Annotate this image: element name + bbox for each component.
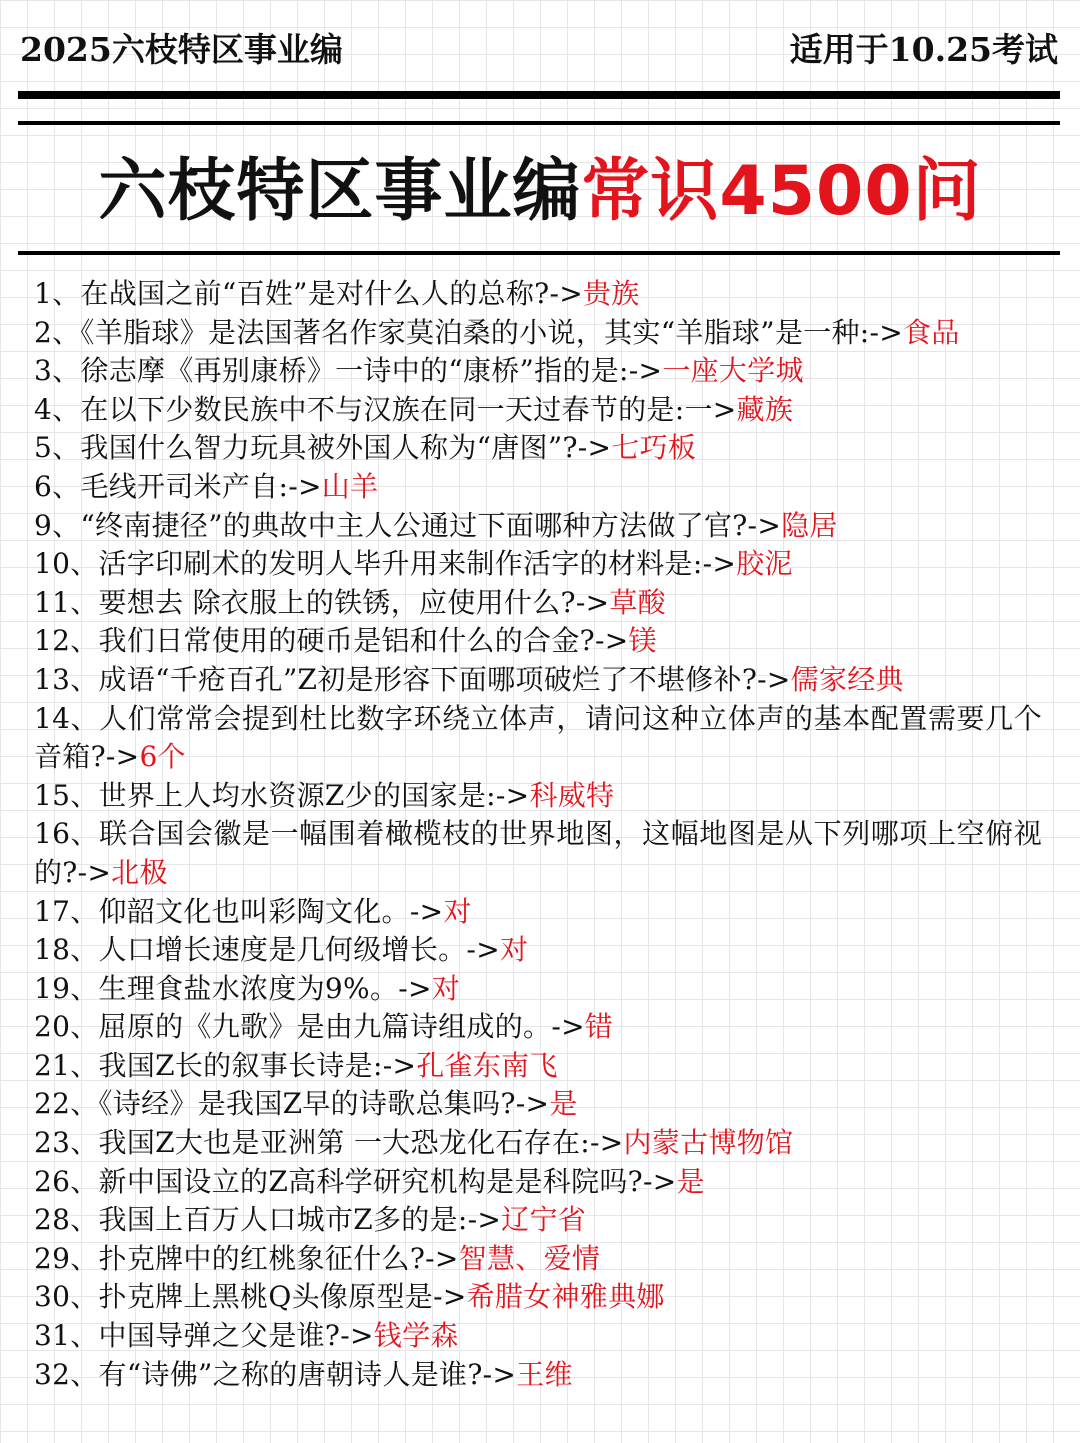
qa-item [34, 507, 1042, 546]
answer-text: 希腊女神雅典娜 [466, 1280, 665, 1314]
header-thin-rule [18, 121, 1060, 125]
qa-item [34, 622, 1042, 661]
question-text: 21、我国Z长的叙事长诗是:-> [34, 1048, 417, 1082]
qa-item [34, 584, 1042, 623]
answer-text: 七巧板 [611, 431, 697, 465]
answer-text: 科威特 [529, 778, 615, 812]
qa-item [34, 314, 1042, 353]
question-text: 11、要想去 除衣服上的铁锈，应使用什么?-> [34, 585, 610, 619]
answer-text: 一座大学城 [662, 354, 804, 388]
answer-text: 6个 [139, 740, 186, 774]
qa-item [34, 352, 1042, 391]
question-text: 30、扑克牌上黑桃Q头像原型是-> [34, 1280, 467, 1314]
answer-text: 草酸 [609, 585, 666, 619]
question-text: 15、世界上人均水资源Z少的国家是:-> [34, 778, 530, 812]
qa-item [34, 1085, 1042, 1124]
question-text: 26、新中国设立的Z高科学研究机构是是科院吗?-> [34, 1164, 677, 1198]
question-text: 29、扑克牌中的红桃象征什么?-> [34, 1241, 459, 1275]
question-text: 16、联合国会徽是一幅围着橄榄枝的世界地图，这幅地图是从下列哪项上空俯视的?-> [34, 817, 1042, 889]
answer-text: 王维 [516, 1357, 573, 1391]
header-right-text: 适用于10.25考试 [789, 30, 1058, 69]
question-text: 19、生理食盐水浓度为9%。-> [34, 971, 432, 1005]
answer-text: 食品 [903, 315, 960, 349]
answer-text: 镁 [628, 624, 657, 658]
answer-text: 是 [676, 1164, 705, 1198]
answer-text: 钱学森 [373, 1319, 459, 1353]
question-text: 3、徐志摩《再别康桥》一诗中的“康桥”指的是:-> [34, 354, 663, 388]
qa-item [34, 1201, 1042, 1240]
page-title-main: 六枝特区事业编 [98, 152, 582, 231]
qa-item [34, 700, 1042, 777]
qa-item [34, 931, 1042, 970]
question-text: 23、我国Z大也是亚洲第 一大恐龙化石存在:-> [34, 1126, 624, 1160]
qa-item [34, 468, 1042, 507]
qa-item [34, 970, 1042, 1009]
question-text: 22、《诗经》是我国Z早的诗歌总集吗?-> [34, 1087, 550, 1121]
answer-text: 山羊 [321, 469, 379, 503]
answer-text: 错 [584, 1010, 614, 1044]
answer-text: 内蒙古博物馆 [623, 1126, 794, 1160]
qa-item [34, 1008, 1042, 1047]
qa-item [34, 777, 1042, 816]
answer-text: 儒家经典 [790, 662, 904, 696]
answer-text: 藏族 [736, 392, 794, 426]
header-thick-rule [18, 91, 1060, 99]
answer-text: 隐居 [781, 508, 838, 542]
qa-item [34, 1124, 1042, 1163]
page-title-accent: 常识4500问 [581, 152, 982, 231]
answer-text: 辽宁省 [501, 1203, 587, 1237]
question-text: 17、仰韶文化也叫彩陶文化。-> [34, 894, 444, 928]
question-text: 2、《羊脂球》是法国著名作家莫泊桑的小说，其实“羊脂球”是一种:-> [34, 315, 904, 349]
answer-text: 胶泥 [736, 547, 793, 581]
qa-item [34, 661, 1042, 700]
question-text: 12、我们日常使用的硬币是铝和什么的合金?-> [34, 624, 629, 658]
answer-text: 智慧、爱情 [458, 1241, 601, 1275]
title-underline-rule [18, 251, 1060, 255]
question-text: 31、中国导弹之父是谁?-> [34, 1319, 374, 1353]
question-text: 20、屈原的《九歌》是由九篇诗组成的。-> [34, 1010, 585, 1044]
question-text: 1、在战国之前“百姓”是对什么人的总称?-> [34, 277, 583, 310]
question-text: 5、我国什么智力玩具被外国人称为“唐图”?-> [34, 431, 612, 465]
qa-item [34, 893, 1042, 932]
qa-item [34, 815, 1042, 892]
qa-item [34, 1047, 1042, 1086]
qa-item [34, 1240, 1042, 1279]
answer-text: 孔雀东南飞 [416, 1048, 558, 1082]
question-text: 4、在以下少数民族中不与汉族在同一天过春节的是:一> [34, 392, 737, 426]
qa-item [34, 1356, 1042, 1395]
answer-text: 贵族 [582, 277, 640, 310]
question-text: 32、有“诗佛”之称的唐朝诗人是谁?-> [34, 1357, 517, 1391]
qa-item [34, 275, 1042, 314]
page-title [0, 150, 1080, 234]
answer-text: 对 [443, 894, 472, 928]
question-text: 18、人口增长速度是几何级增长。-> [34, 933, 500, 967]
qa-item [34, 429, 1042, 468]
answer-text: 对 [499, 933, 529, 967]
answer-text: 对 [431, 971, 461, 1005]
qa-item [34, 545, 1042, 584]
header-bar [20, 26, 1058, 74]
question-text: 28、我国上百万人口城市Z多的是:-> [34, 1203, 502, 1237]
question-text: 9、“终南捷径”的典故中主人公通过下面哪种方法做了官?-> [34, 508, 782, 542]
question-text: 6、毛线开司米产自:-> [34, 469, 322, 503]
header-left-text: 2025六枝特区事业编 [20, 30, 343, 69]
qa-item [34, 1278, 1042, 1317]
answer-text: 是 [549, 1087, 578, 1121]
answer-text: 北极 [111, 855, 168, 889]
qa-item [34, 1317, 1042, 1356]
question-text: 14、人们常常会提到杜比数字环绕立体声，请问这种立体声的基本配置需要几个音箱?-> [34, 701, 1042, 774]
question-text: 13、成语“千疮百孔”Z初是形容下面哪项破烂了不堪修补?-> [34, 662, 791, 696]
qa-list [34, 275, 1042, 1394]
question-text: 10、活字印刷术的发明人毕升用来制作活字的材料是:-> [34, 547, 737, 581]
qa-item [34, 391, 1042, 430]
qa-item [34, 1163, 1042, 1202]
